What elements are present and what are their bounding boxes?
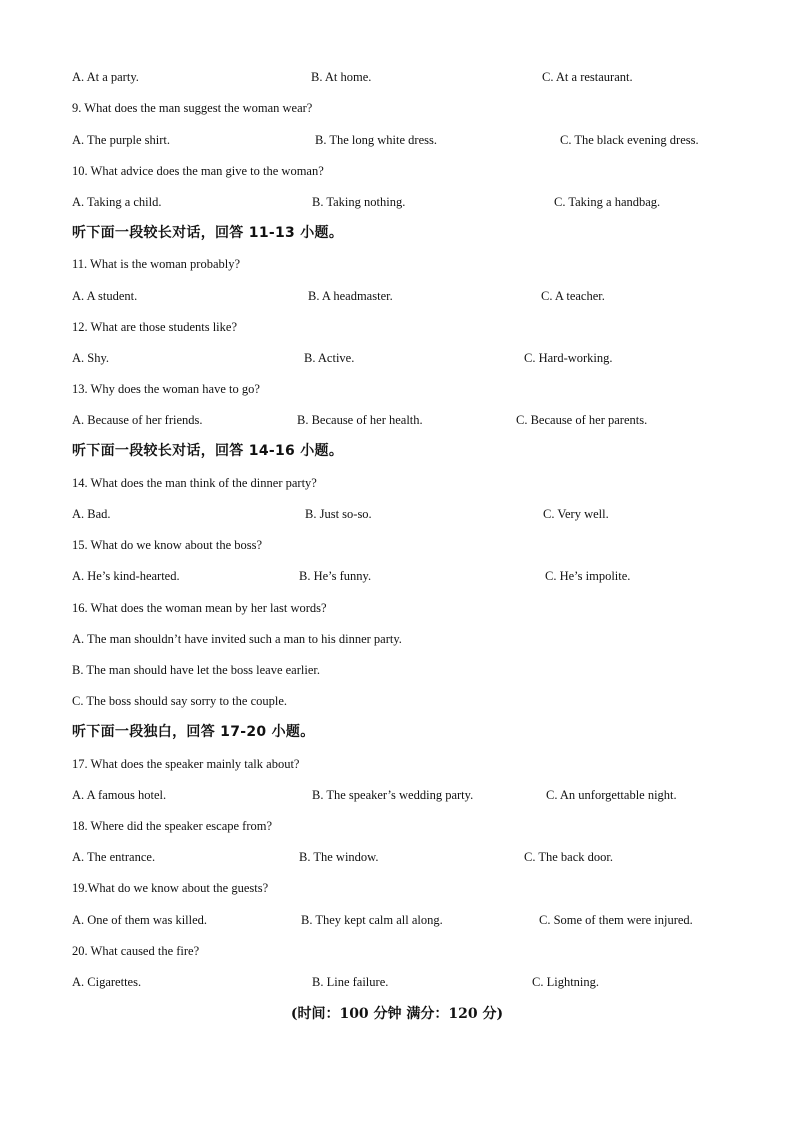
answer-option: A. Bad. bbox=[72, 507, 111, 521]
section-heading: 听下面一段较长对话，回答 14-16 小题。 bbox=[72, 443, 344, 459]
question-text: 18. Where did the speaker escape from? bbox=[72, 819, 273, 833]
answer-option: C. Taking a handbag. bbox=[554, 195, 661, 209]
question-text: C. The boss should say sorry to the couple. bbox=[72, 694, 288, 708]
answer-option: B. Taking nothing. bbox=[312, 195, 406, 209]
answer-option: B. Just so-so. bbox=[305, 507, 372, 521]
answer-option: B. The long white dress. bbox=[315, 133, 437, 147]
question-text: 12. What are those students like? bbox=[72, 320, 238, 334]
answer-option: A. The purple shirt. bbox=[72, 133, 171, 147]
answer-option: A. The entrance. bbox=[72, 850, 156, 864]
answer-option: A. A student. bbox=[72, 289, 138, 303]
question-text: 11. What is the woman probably? bbox=[72, 257, 241, 271]
answer-option: B. Line failure. bbox=[312, 975, 389, 989]
question-text: 9. What does the man suggest the woman wear? bbox=[72, 101, 313, 115]
section-heading: 听下面一段较长对话，回答 11-13 小题。 bbox=[72, 225, 344, 241]
answer-option: C. Some of them were injured. bbox=[539, 913, 693, 927]
answer-option: A. Cigarettes. bbox=[72, 975, 142, 989]
answer-option: B. Because of her health. bbox=[297, 413, 423, 427]
answer-option: B. At home. bbox=[311, 70, 372, 84]
answer-option: B. A headmaster. bbox=[308, 289, 393, 303]
answer-option: A. Taking a child. bbox=[72, 195, 162, 209]
question-text: A. The man shouldn’t have invited such a man to his dinner party. bbox=[72, 632, 402, 646]
question-text: 19.What do we know about the guests? bbox=[72, 881, 269, 895]
answer-option: C. The back door. bbox=[524, 850, 613, 864]
question-text: B. The man should have let the boss leave earlier. bbox=[72, 663, 320, 677]
answer-option: B. The window. bbox=[299, 850, 379, 864]
question-text: 20. What caused the fire? bbox=[72, 944, 200, 958]
answer-option: C. Very well. bbox=[543, 507, 609, 521]
answer-option: C. Because of her parents. bbox=[516, 413, 648, 427]
question-text: 16. What does the woman mean by her last words? bbox=[72, 601, 327, 615]
answer-option: C. An unforgettable night. bbox=[546, 788, 677, 802]
question-text: 15. What do we know about the boss? bbox=[72, 538, 263, 552]
answer-option: C. Hard-working. bbox=[524, 351, 613, 365]
question-text: 13. Why does the woman have to go? bbox=[72, 382, 260, 396]
answer-option: B. Active. bbox=[304, 351, 355, 365]
question-text: 14. What does the man think of the dinner party? bbox=[72, 476, 317, 490]
answer-option: A. One of them was killed. bbox=[72, 913, 208, 927]
answer-option: C. A teacher. bbox=[541, 289, 605, 303]
answer-option: B. He’s funny. bbox=[299, 569, 372, 583]
question-text: 17. What does the speaker mainly talk about? bbox=[72, 757, 300, 771]
answer-option: B. The speaker’s wedding party. bbox=[312, 788, 474, 802]
exam-footer: (时间：100 分钟 满分：120 分) bbox=[290, 1006, 504, 1022]
answer-option: A. He’s kind-hearted. bbox=[72, 569, 180, 583]
answer-option: A. A famous hotel. bbox=[72, 788, 167, 802]
section-heading: 听下面一段独白，回答 17-20 小题。 bbox=[72, 724, 315, 740]
answer-option: A. At a party. bbox=[72, 70, 139, 84]
answer-option: B. They kept calm all along. bbox=[301, 913, 443, 927]
answer-option: C. The black evening dress. bbox=[560, 133, 699, 147]
answer-option: A. Because of her friends. bbox=[72, 413, 203, 427]
answer-option: C. Lightning. bbox=[532, 975, 600, 989]
question-text: 10. What advice does the man give to the woman? bbox=[72, 164, 324, 178]
answer-option: A. Shy. bbox=[72, 351, 110, 365]
answer-option: C. He’s impolite. bbox=[545, 569, 631, 583]
answer-option: C. At a restaurant. bbox=[542, 70, 633, 84]
